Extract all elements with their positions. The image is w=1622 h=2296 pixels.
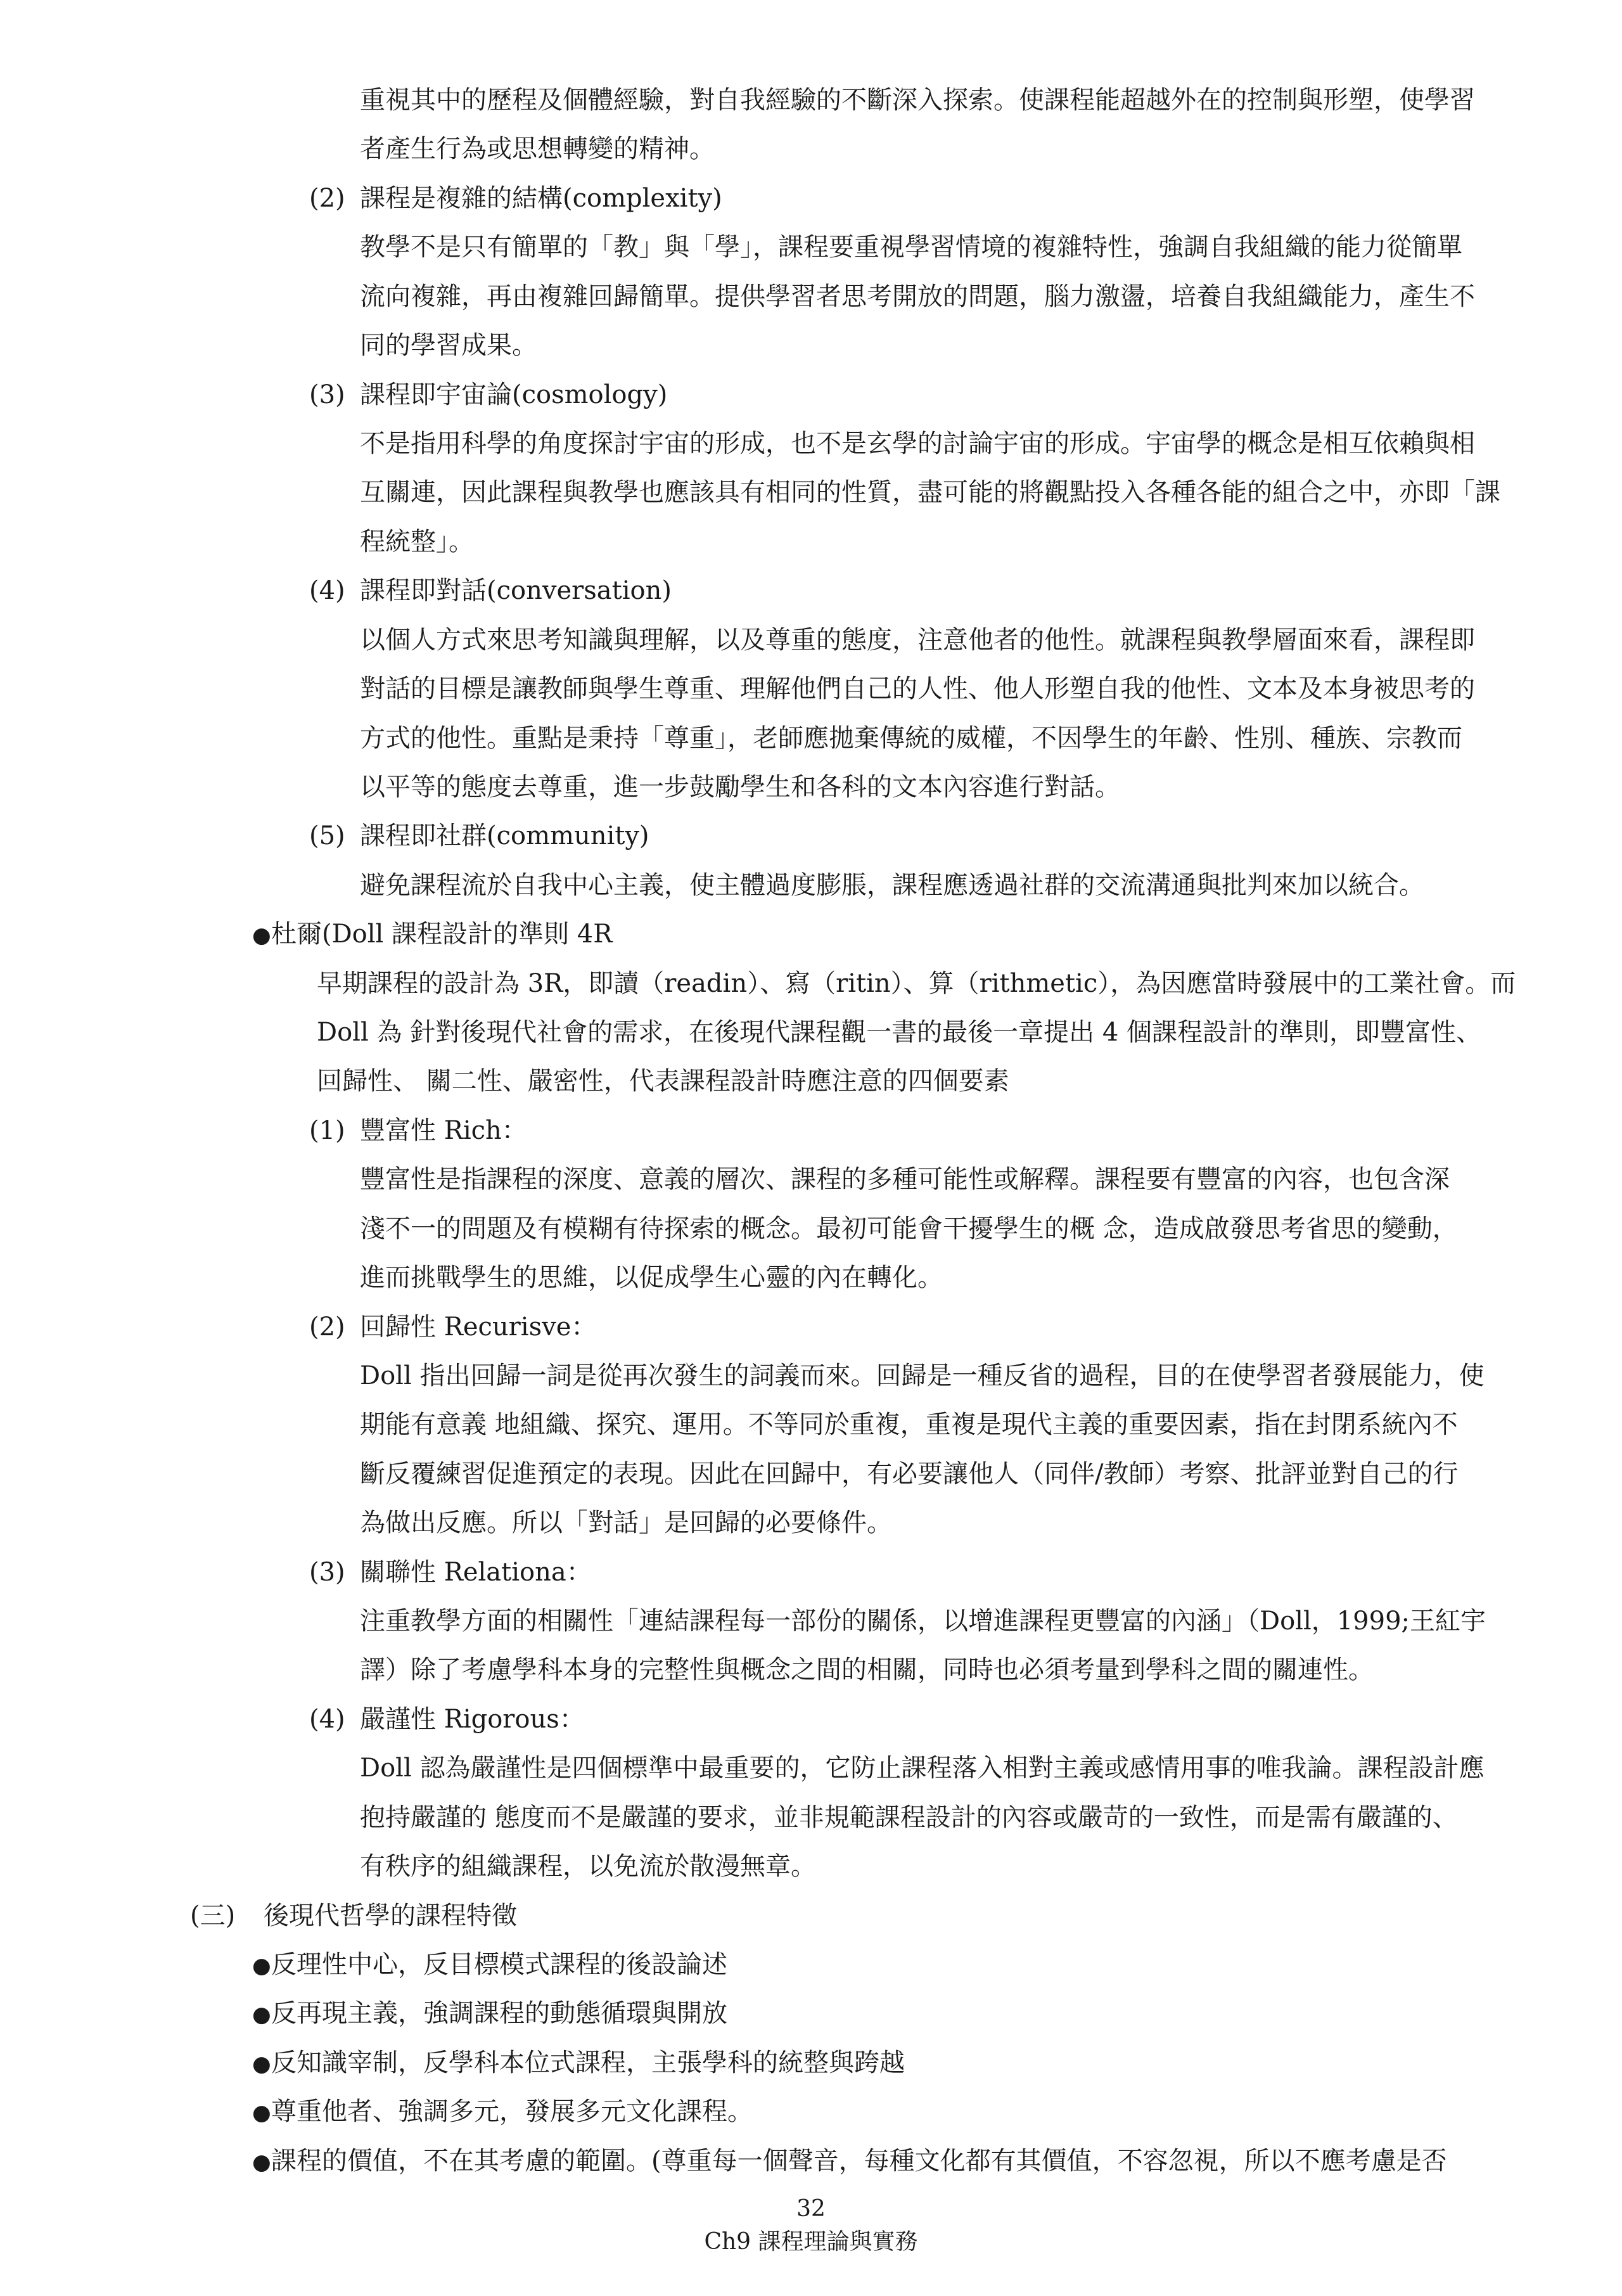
subsection-heading [309,1115,527,1146]
subsection-title: 課程即社群(community) [360,821,649,850]
text-line: Doll 認為嚴謹性是四個標準中最重要的，它防止課程落入相對主義或感情用事的唯我論。課程設計應 [360,1754,1485,1783]
item-number: (1) [309,1116,345,1145]
text-line: 有秩序的組織課程，以免流於散漫無章。 [360,1852,816,1881]
bullet-heading [252,919,612,951]
text-line: Doll 為 針對後現代社會的需求，在後現代課程觀一書的最後一章提出 4 個課程設計的準則，即豐富性、 [317,1018,1482,1047]
bullet-item [252,2146,1447,2177]
item-number: (2) [309,184,345,213]
bullet-icon: ● [252,2051,271,2077]
bullet-item [252,1949,727,1981]
item-number: (4) [309,576,345,605]
text-line: 抱持嚴謹的 態度而不是嚴謹的要求，並非規範課程設計的內容或嚴苛的一致性，而是需有嚴謹的、 [360,1803,1458,1832]
text-line: 以個人方式來思考知識與理解，以及尊重的態度，注意他者的他性。就課程與教學層面來看，課程即 [360,625,1475,655]
bullet-icon: ● [252,923,271,948]
bullet-icon: ● [252,2002,271,2027]
subsection-title: 課程即宇宙論(cosmology) [360,380,668,409]
page-number: 32 [796,2196,826,2222]
text-line: 注重教學方面的相關性「連結課程每一部份的關係，以增進課程更豐富的內涵」（Doll，1999;王紅宇 [360,1607,1486,1636]
subsection-title: 關聯性 Relationa： [360,1558,592,1587]
bullet-text: 反知識宰制，反學科本位式課程，主張學科的統整與跨越 [271,2048,905,2077]
subsection-heading [309,821,649,851]
subsection-heading [309,183,722,214]
text-line: 程統整」。 [360,527,474,556]
text-line: 以平等的態度去尊重，進一步鼓勵學生和各科的文本內容進行對話。 [360,773,1120,802]
section-number: (三) [190,1901,236,1930]
item-number: (2) [309,1312,345,1342]
subsection-title: 回歸性 Recurisve： [360,1312,597,1342]
text-line: 進而挑戰學生的思維，以促成學生心靈的內在轉化。 [360,1263,943,1292]
text-line: 教學不是只有簡單的「教」與「學」，課程要重視學習情境的複雜特性，強調自我組織的能力從簡單 [360,233,1462,262]
text-line: 同的學習成果。 [360,331,537,360]
bullet-text: 杜爾(Doll 課程設計的準則 4R [271,920,613,949]
text-line: Doll 指出回歸一詞是從再次發生的詞義而來。回歸是一種反省的過程，目的在使學習者發展能力，使 [360,1361,1485,1390]
text-line: 為做出反應。所以「對話」是回歸的必要條件。 [360,1508,892,1537]
text-line: 流向複雜，再由複雜回歸簡單。提供學習者思考開放的問題，腦力激盪，培養自我組織能力，產生不 [360,282,1475,311]
subsection-heading [309,1312,596,1342]
bullet-item [252,1998,727,2030]
item-number: (3) [309,380,345,409]
item-number: (4) [309,1705,345,1734]
section-title: 後現代哲學的課程特徵 [264,1901,517,1930]
text-line: 期能有意義 地組織、探究、運用。不等同於重複，重複是現代主義的重要因素，指在封閉系統內不 [360,1410,1458,1439]
bullet-icon: ● [252,1953,271,1979]
text-line: 對話的目標是讓教師與學生尊重、理解他們自己的人性、他人形塑自我的他性、文本及本身被思考的 [360,674,1475,703]
subsection-heading [309,575,672,606]
bullet-icon: ● [252,2150,271,2175]
bullet-text: 尊重他者、強調多元，發展多元文化課程。 [271,2097,753,2126]
subsection-title: 嚴謹性 Rigorous： [360,1705,585,1734]
text-line: 互關連，因此課程與教學也應該具有相同的性質，盡可能的將觀點投入各種各能的組合之中，亦即「課 [360,478,1500,507]
text-line: 豐富性是指課程的深度、意義的層次、課程的多種可能性或解釋。課程要有豐富的內容，也包含深 [360,1165,1450,1194]
bullet-text: 課程的價值，不在其考慮的範圍。(尊重每一個聲音，每種文化都有其價值，不容忽視，所以不應考慮是否 [271,2146,1447,2176]
subsection-title: 課程即對話(conversation) [360,576,672,605]
bullet-item [252,2048,905,2079]
text-line: 譯）除了考慮學科本身的完整性與概念之間的相關，同時也必須考量到學科之間的關連性。 [360,1655,1374,1684]
item-number: (3) [309,1558,345,1587]
text-line: 早期課程的設計為 3R，即讀（readin）、寫（ritin）、算（rithmetic），為因應當時發展中的工業社會。而 [317,969,1516,998]
subsection-title: 豐富性 Rich： [360,1116,527,1145]
text-line: 避免課程流於自我中心主義，使主體過度膨脹，課程應透過社群的交流溝通與批判來加以統合。 [360,871,1424,900]
bullet-text: 反再現主義，強調課程的動態循環與開放 [271,1999,727,2028]
text-line: 重視其中的歷程及個體經驗，對自我經驗的不斷深入探索。使課程能超越外在的控制與形塑，使學習 [360,86,1475,115]
footer-title: Ch9 課程理論與實務 [704,2229,918,2255]
text-line: 斷反覆練習促進預定的表現。因此在回歸中，有必要讓他人（同伴/教師）考察、批評並對自己的行 [360,1459,1459,1489]
text-line: 不是指用科學的角度探討宇宙的形成，也不是玄學的討論宇宙的形成。宇宙學的概念是相互依賴與相 [360,429,1475,458]
item-number: (5) [309,821,345,850]
subsection-heading [309,1704,585,1735]
subsection-title: 課程是複雜的結構(complexity) [360,184,722,213]
subsection-heading [309,1557,592,1587]
bullet-text: 反理性中心，反目標模式課程的後設論述 [271,1950,727,1979]
bullet-item [252,2096,753,2128]
text-line: 方式的他性。重點是秉持「尊重」，老師應拋棄傳統的威權，不因學生的年齡、性別、種族、宗教而 [360,724,1462,753]
bullet-icon: ● [252,2100,271,2126]
text-line: 回歸性、 關二性、嚴密性，代表課程設計時應注意的四個要素 [317,1067,1009,1096]
section-heading [190,1901,517,1931]
text-line: 者產生行為或思想轉變的精神。 [360,134,715,164]
subsection-heading [309,380,667,410]
text-line: 淺不一的問題及有模糊有待探索的概念。最初可能會干擾學生的概 念，造成啟發思考省思的變動， [360,1214,1458,1243]
